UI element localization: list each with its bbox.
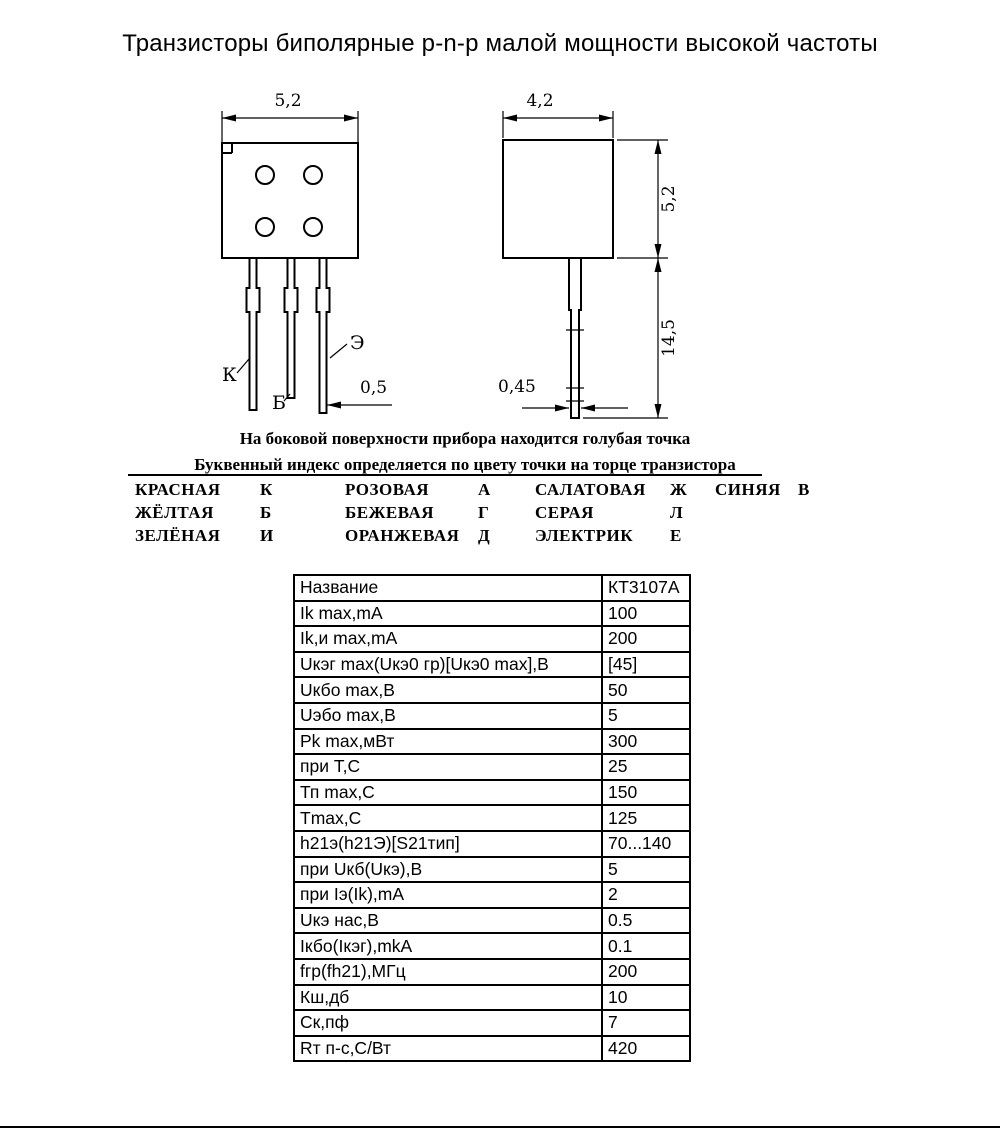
side-body-outline — [503, 140, 613, 258]
color-cell: ЗЕЛЁНАЯ — [135, 526, 221, 545]
param-value-cell: 70...140 — [602, 831, 690, 857]
color-cell: РОЗОВАЯ — [345, 480, 430, 499]
color-cell: К — [260, 480, 273, 499]
color-cell: ЖЁЛТАЯ — [135, 503, 214, 522]
notes-divider-line — [128, 474, 762, 476]
param-name-cell: при Iэ(Ik),mA — [294, 882, 602, 908]
table-row — [294, 857, 690, 883]
param-value-cell: 200 — [602, 626, 690, 652]
table-row — [294, 1010, 690, 1036]
color-cell: ЭЛЕКТРИК — [535, 526, 634, 545]
param-name-cell: Pk max,мВт — [294, 729, 602, 755]
color-cell: И — [260, 526, 274, 545]
color-cell: Ж — [670, 480, 688, 499]
param-name-cell: Rт п-с,С/Вт — [294, 1036, 602, 1062]
side-lead-width-dim-label: 0,45 — [498, 377, 536, 397]
param-name-cell: Iкбо(Iкэг),mkA — [294, 933, 602, 959]
front-view — [222, 91, 392, 414]
front-hole — [256, 218, 274, 236]
param-name-header: Название — [294, 575, 602, 601]
table-row — [294, 780, 690, 806]
param-value-cell: 0.5 — [602, 908, 690, 934]
color-cell — [798, 524, 860, 547]
pin-label-base: Б — [272, 392, 286, 414]
table-row — [294, 652, 690, 678]
param-name-cell: Кш,дб — [294, 985, 602, 1011]
front-body-outline — [222, 143, 358, 258]
param-name-cell: Тп max,С — [294, 780, 602, 806]
front-hole — [304, 218, 322, 236]
color-cell: Б — [260, 503, 272, 522]
param-name-cell: Ск,пф — [294, 1010, 602, 1036]
param-name-cell: fгр(fh21),МГц — [294, 959, 602, 985]
table-row — [294, 677, 690, 703]
color-cell — [798, 501, 860, 524]
param-value-cell: 50 — [602, 677, 690, 703]
color-cell — [715, 524, 798, 547]
param-name-cell: Tmax,С — [294, 805, 602, 831]
param-value-cell: 300 — [602, 729, 690, 755]
param-name-cell: Uкэг max(Uкэ0 гр)[Uкэ0 max],В — [294, 652, 602, 678]
table-row — [294, 933, 690, 959]
param-name-cell: Uкбо max,В — [294, 677, 602, 703]
table-row — [294, 908, 690, 934]
front-lead-emitter — [317, 258, 330, 413]
page-title: Транзисторы биполярные p-n-p малой мощности высокой частоты — [122, 30, 878, 57]
color-dot-notes — [0, 426, 930, 478]
param-value-cell: 5 — [602, 703, 690, 729]
param-value-cell: 150 — [602, 780, 690, 806]
param-value-cell: 0.1 — [602, 933, 690, 959]
pin-label-leader-lines — [237, 344, 347, 401]
side-depth-extension-lines — [503, 111, 613, 138]
color-cell: САЛАТОВАЯ — [535, 480, 646, 499]
side-depth-dim-label: 4,2 — [526, 91, 554, 111]
param-name-cell: Ik max,mA — [294, 601, 602, 627]
color-cell: Д — [478, 526, 491, 545]
side-view — [498, 91, 679, 418]
note-line-2: Буквенный индекс определяется по цвету точки на торце транзистора — [194, 455, 736, 474]
color-cell: Е — [670, 526, 682, 545]
color-cell: КРАСНАЯ — [135, 480, 221, 499]
color-cell: ОРАНЖЕВАЯ — [345, 526, 460, 545]
table-row — [294, 729, 690, 755]
front-width-extension-lines — [222, 111, 358, 143]
front-lead-collector — [247, 258, 260, 410]
param-value-cell: [45] — [602, 652, 690, 678]
color-cell: СЕРАЯ — [535, 503, 594, 522]
param-value-cell: 2 — [602, 882, 690, 908]
table-row — [294, 882, 690, 908]
param-name-cell: h21э(h21Э)[S21тип] — [294, 831, 602, 857]
note-line-1: На боковой поверхности прибора находится голубая точка — [239, 429, 691, 448]
table-row — [294, 601, 690, 627]
param-value-cell: 10 — [602, 985, 690, 1011]
pin-label-emitter: Э — [350, 332, 365, 354]
color-cell: Г — [478, 503, 490, 522]
side-lead-length-dim-label: 14,5 — [659, 319, 679, 357]
table-row — [294, 626, 690, 652]
table-row — [294, 831, 690, 857]
param-name-cell: при Uкб(Uкэ),В — [294, 857, 602, 883]
side-lead-crimp-marks — [566, 330, 584, 401]
color-cell: БЕЖЕВАЯ — [345, 503, 435, 522]
table-header-row — [294, 575, 690, 601]
param-value-cell: 125 — [602, 805, 690, 831]
color-cell: А — [478, 480, 491, 499]
front-lead-width-dim-label: 0,5 — [360, 378, 388, 398]
front-width-dim-label: 5,2 — [274, 91, 302, 111]
param-value-cell: 25 — [602, 754, 690, 780]
table-row — [294, 959, 690, 985]
table-row — [294, 1036, 690, 1062]
color-cell: В — [798, 480, 810, 499]
param-name-cell: при Т,С — [294, 754, 602, 780]
color-cell: Л — [670, 503, 684, 522]
package-drawing — [0, 85, 1000, 435]
param-value-cell: 200 — [602, 959, 690, 985]
table-row — [294, 805, 690, 831]
param-value-cell: 5 — [602, 857, 690, 883]
param-name-cell: Uкэ нас,В — [294, 908, 602, 934]
param-value-header: КТ3107А — [602, 575, 690, 601]
table-row — [294, 985, 690, 1011]
table-row — [294, 703, 690, 729]
front-lead-base — [285, 258, 298, 398]
param-value-cell: 100 — [602, 601, 690, 627]
param-name-cell: Ik,и max,mA — [294, 626, 602, 652]
param-value-cell: 7 — [602, 1010, 690, 1036]
page-bottom-line — [0, 1126, 1000, 1128]
side-lead — [569, 258, 581, 418]
side-right-extension-lines — [583, 140, 668, 418]
front-hole — [304, 166, 322, 184]
table-row — [294, 754, 690, 780]
color-cell: СИНЯЯ — [715, 480, 781, 499]
parameters-table — [293, 574, 691, 1062]
pin-label-collector: К — [222, 364, 237, 386]
front-hole — [256, 166, 274, 184]
param-value-cell: 420 — [602, 1036, 690, 1062]
param-name-cell: Uэбо max,В — [294, 703, 602, 729]
color-cell — [715, 501, 798, 524]
side-body-height-dim-label: 5,2 — [659, 185, 679, 213]
color-code-table — [135, 478, 860, 547]
